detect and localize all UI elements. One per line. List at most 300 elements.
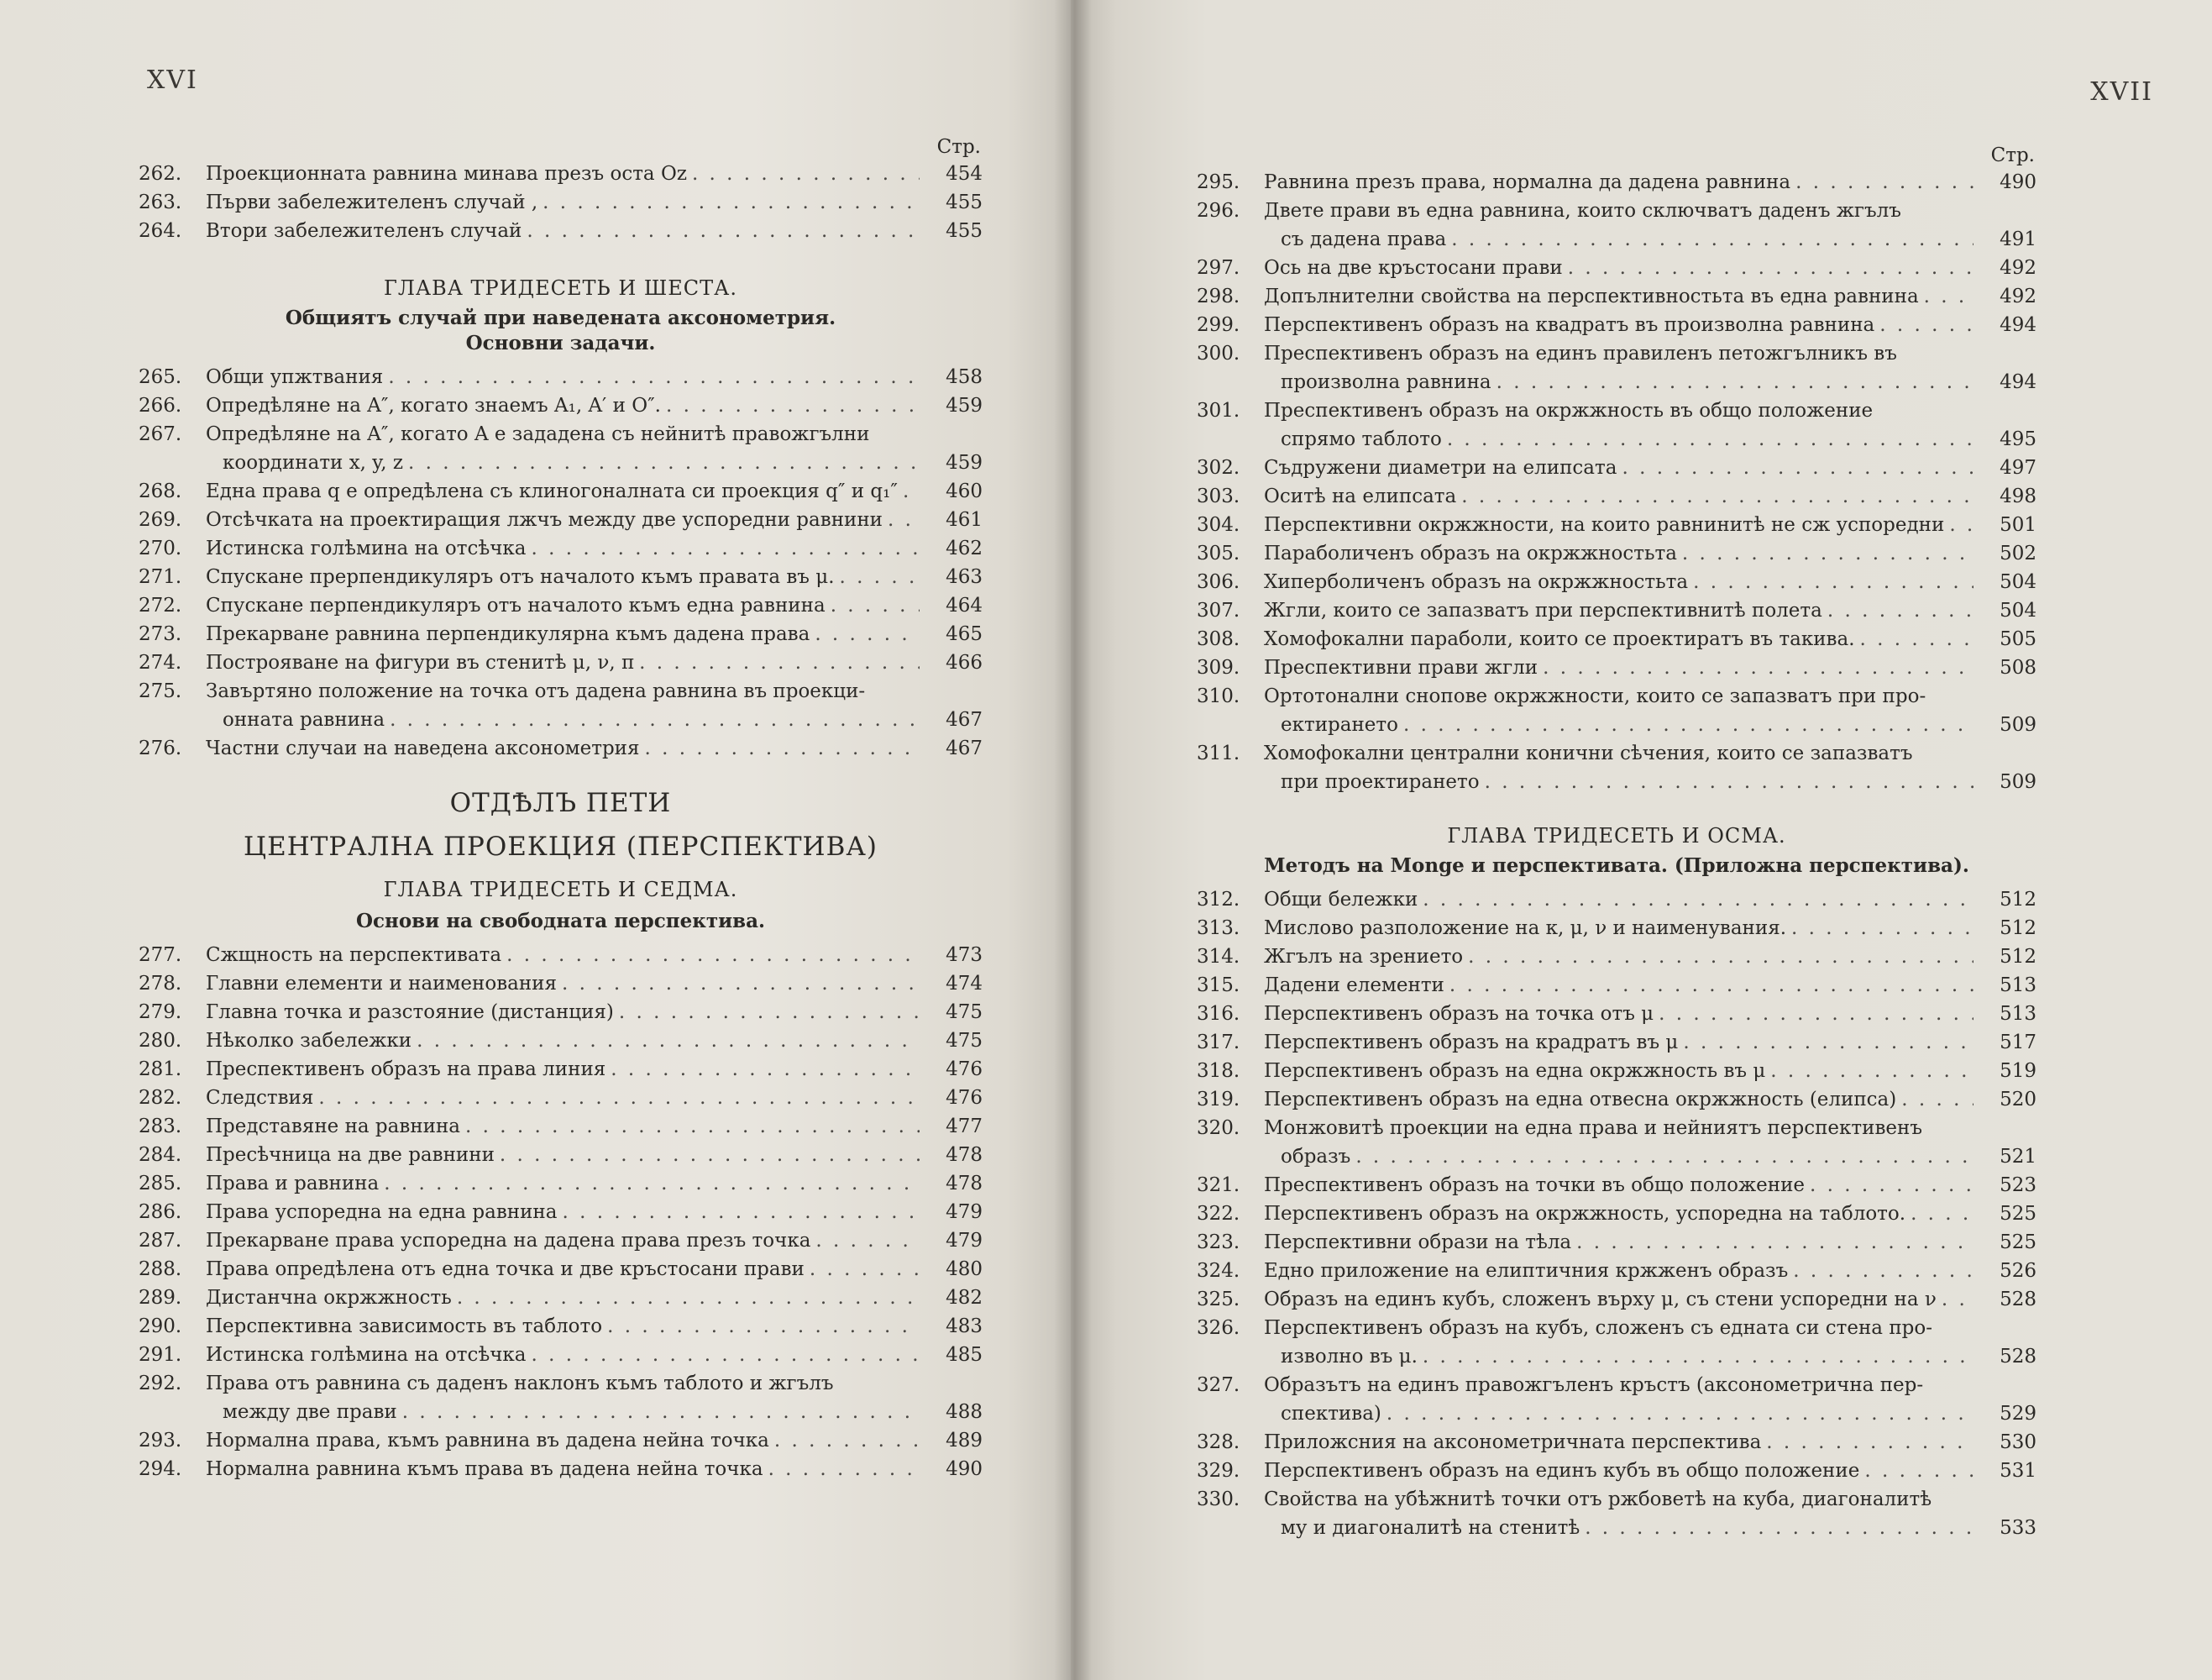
entry-page: 459 — [946, 452, 983, 474]
toc-entry — [139, 648, 983, 677]
entry-number: 316. — [1197, 1003, 1240, 1025]
toc-entry — [1197, 1228, 2036, 1257]
leader-dots — [532, 1341, 920, 1369]
leader-dots — [619, 998, 920, 1026]
toc-entry — [139, 534, 983, 563]
entry-number: 295. — [1197, 171, 1240, 193]
entry-page: 521 — [2000, 1146, 2036, 1168]
toc-entry — [139, 217, 983, 245]
toc-entry — [139, 477, 983, 506]
toc-entry — [1197, 454, 2036, 482]
entry-title-continued: спрямо таблото — [1281, 428, 1442, 450]
leader-dots — [388, 363, 920, 391]
toc-entry — [1197, 482, 2036, 511]
entry-number: 266. — [139, 395, 182, 417]
entry-number: 289. — [139, 1287, 182, 1309]
entry-number: 284. — [139, 1144, 182, 1166]
toc-entry — [1197, 511, 2036, 539]
entry-page: 504 — [2000, 600, 2036, 622]
entry-page: 482 — [946, 1287, 983, 1309]
entry-title: Перспективенъ образъ на кубъ, сложенъ съ едната си стена про- — [1264, 1317, 1932, 1339]
leader-dots — [1901, 1085, 1974, 1114]
entry-title: Едно приложение на елиптичния кржженъ образъ — [1264, 1260, 1789, 1282]
entry-number: 326. — [1197, 1317, 1240, 1339]
entry-title: Преспективенъ образъ на единъ правиленъ петожгълникъ въ — [1264, 343, 1897, 365]
entry-number: 303. — [1197, 486, 1240, 507]
chapter-heading: ГЛАВА ТРИДЕСЕТЬ И ШЕСТА. — [384, 276, 737, 300]
section-title: ЦЕНТРАЛНА ПРОЕКЦИЯ (ПЕРСПЕКТИВА) — [244, 832, 878, 862]
entry-page: 530 — [2000, 1431, 2036, 1453]
entry-number: 279. — [139, 1001, 182, 1023]
leader-dots — [1770, 1057, 1974, 1085]
entry-title: Дадени елементи — [1264, 974, 1444, 996]
entry-number: 270. — [139, 538, 182, 559]
entry-number: 319. — [1197, 1089, 1240, 1110]
toc-entry — [139, 563, 983, 591]
entry-page: 465 — [946, 623, 983, 645]
entry-title: Отсѣчката на проектиращия лжчъ между две успоредни равнини — [206, 509, 883, 531]
entry-title: Проекционната равнина минава презъ оста Oz — [206, 163, 687, 185]
leader-dots — [1810, 1171, 1974, 1200]
entry-title: Допълнителни свойства на перспективностьта въ една равнина — [1264, 286, 1919, 307]
entry-title: Хомофокални параболи, които се проектиратъ въ такива. — [1264, 628, 1855, 650]
entry-page: 508 — [2000, 657, 2036, 679]
entry-title: Мислово разположение на κ, μ, ν и наименувания. — [1264, 917, 1787, 939]
leader-dots — [1423, 885, 1974, 914]
chapter-heading: ГЛАВА ТРИДЕСЕТЬ И СЕДМА. — [383, 878, 738, 901]
leader-dots — [1827, 596, 1974, 625]
leader-dots — [1949, 511, 1974, 539]
entry-page: 525 — [2000, 1203, 2036, 1225]
entry-number: 299. — [1197, 314, 1240, 336]
entry-number: 298. — [1197, 286, 1240, 307]
entry-title: Равнина презъ права, нормална да дадена равнина — [1264, 171, 1791, 193]
toc-entry — [139, 1112, 983, 1141]
entry-number: 268. — [139, 480, 182, 502]
page-column-label: Стр. — [1990, 144, 2035, 166]
entry-title-continued: спектива) — [1281, 1403, 1381, 1425]
entry-title-continued: при проектирането — [1281, 771, 1480, 793]
entry-page: 513 — [2000, 1003, 2036, 1025]
entry-title: Параболиченъ образъ на окржжностьта — [1264, 543, 1677, 564]
entry-title: Перспективенъ образъ на окржжность, успоредна на таблото. — [1264, 1203, 1906, 1225]
toc-list — [1197, 168, 2036, 796]
toc-entry — [1197, 1028, 2036, 1057]
toc-entry — [139, 1084, 983, 1112]
leader-dots — [1659, 1000, 1974, 1028]
entry-number: 308. — [1197, 628, 1240, 650]
entry-title: Перспективни окржжности, на които равнинитѣ не сж успоредни — [1264, 514, 1945, 536]
toc-entry — [1197, 1485, 2036, 1542]
toc-entry — [1197, 625, 2036, 654]
entry-number: 274. — [139, 652, 182, 674]
leader-dots — [692, 160, 920, 188]
entry-page: 467 — [946, 709, 983, 731]
entry-page: 462 — [946, 538, 983, 559]
page-number: XVI — [147, 66, 198, 95]
entry-page: 476 — [946, 1058, 983, 1080]
entry-number: 311. — [1197, 743, 1240, 764]
entry-page: 528 — [2000, 1289, 2036, 1310]
leader-dots — [1924, 282, 1974, 311]
entry-page: 529 — [2000, 1403, 2036, 1425]
entry-page: 483 — [946, 1315, 983, 1337]
entry-number: 280. — [139, 1030, 182, 1052]
entry-page: 476 — [946, 1087, 983, 1109]
toc-entry — [139, 1455, 983, 1483]
chapter-subtitle: Основни задачи. — [465, 332, 656, 354]
toc-list — [139, 160, 983, 245]
chapter-subtitle: Основи на свободната перспектива. — [355, 910, 766, 932]
entry-page: 490 — [2000, 171, 2036, 193]
entry-title: Преспективенъ образъ на права линия — [206, 1058, 606, 1080]
leader-dots — [1683, 1028, 1974, 1057]
entry-number: 276. — [139, 738, 182, 759]
entry-number: 294. — [139, 1458, 182, 1480]
entry-number: 301. — [1197, 400, 1240, 422]
entry-number: 269. — [139, 509, 182, 531]
leader-dots — [1543, 654, 1974, 682]
toc-entry — [139, 160, 983, 188]
entry-number: 287. — [139, 1230, 182, 1252]
toc-entry — [139, 188, 983, 217]
leader-dots — [1911, 1200, 1974, 1228]
entry-page: 504 — [2000, 571, 2036, 593]
toc-entry — [139, 506, 983, 534]
leader-dots — [611, 1055, 920, 1084]
entry-title: Оситѣ на елипсата — [1264, 486, 1457, 507]
entry-title: Общи упжтвания — [206, 366, 384, 388]
leader-dots — [1622, 454, 1974, 482]
entry-title: Втори забележителенъ случай — [206, 220, 522, 242]
toc-entry — [1197, 942, 2036, 971]
entry-title-continued: изволно въ μ. — [1281, 1346, 1418, 1368]
entry-title: Образътъ на единъ правожгъленъ кръстъ (аксонометрична пер- — [1264, 1374, 1924, 1396]
entry-number: 293. — [139, 1430, 182, 1452]
entry-title: Спускане прерпендикуляръ отъ началото къмъ правата въ μ. — [206, 566, 835, 588]
leader-dots — [390, 706, 920, 734]
toc-entry — [1197, 1428, 2036, 1457]
entry-title: Перспективенъ образъ на една отвесна окржжность (елипса) — [1264, 1089, 1897, 1110]
leader-dots — [1766, 1428, 1974, 1457]
entry-page: 473 — [946, 944, 983, 966]
toc-list — [139, 941, 983, 1483]
entry-page: 480 — [946, 1258, 983, 1280]
toc-entry — [139, 591, 983, 620]
toc-entry — [139, 391, 983, 420]
entry-page: 488 — [946, 1401, 983, 1423]
leader-dots — [1451, 225, 1974, 254]
entry-number: 306. — [1197, 571, 1240, 593]
entry-number: 262. — [139, 163, 182, 185]
entry-number: 302. — [1197, 457, 1240, 479]
entry-title: Перспективенъ образъ на квадратъ въ произволна равнина — [1264, 314, 1875, 336]
toc-entry — [1197, 1085, 2036, 1114]
toc-entry — [1197, 1371, 2036, 1428]
entry-page: 523 — [2000, 1174, 2036, 1196]
entry-title: Първи забележителенъ случай , — [206, 192, 538, 213]
right-page — [1071, 0, 2212, 1680]
toc-entry — [1197, 282, 2036, 311]
entry-page: 495 — [2000, 428, 2036, 450]
entry-title: Права и равнина — [206, 1173, 380, 1194]
leader-dots — [562, 969, 920, 998]
toc-entry — [139, 1255, 983, 1284]
leader-dots — [1795, 168, 1974, 197]
entry-page: 531 — [2000, 1460, 2036, 1482]
entry-title: Пресѣчница на две равнини — [206, 1144, 495, 1166]
entry-page: 491 — [2000, 228, 2036, 250]
entry-title: Перспективенъ образъ на крадратъ въ μ — [1264, 1032, 1679, 1053]
entry-title: Двете прави въ една равнина, които сключватъ даденъ жгълъ — [1264, 200, 1901, 222]
entry-number: 304. — [1197, 514, 1240, 536]
section-heading: ОТДѢЛЪ ПЕТИ — [449, 788, 672, 818]
entry-number: 292. — [139, 1373, 182, 1394]
leader-dots — [1585, 1514, 1974, 1542]
entry-page: 463 — [946, 566, 983, 588]
entry-title-continued: му и диагоналитѣ на стенитѣ — [1281, 1517, 1580, 1539]
entry-number: 300. — [1197, 343, 1240, 365]
entry-page: 467 — [946, 738, 983, 759]
entry-number: 281. — [139, 1058, 182, 1080]
entry-title: Завъртяно положение на точка отъ дадена равнина въ проекци- — [206, 680, 866, 702]
toc-entry — [139, 1426, 983, 1455]
leader-dots — [1793, 1257, 1974, 1285]
toc-entry — [1197, 539, 2036, 568]
entry-title: Монжовитѣ проекции на една права и нейниятъ перспективенъ — [1264, 1117, 1922, 1139]
entry-title: Частни случаи на наведена аксонометрия — [206, 738, 640, 759]
entry-page: 466 — [946, 652, 983, 674]
toc-entry — [139, 998, 983, 1026]
entry-number: 291. — [139, 1344, 182, 1366]
entry-title: Прекарване права успоредна на дадена права презъ точка — [206, 1230, 811, 1252]
toc-list — [1197, 885, 2036, 1542]
entry-title: Съдружени диаметри на елипсата — [1264, 457, 1617, 479]
leader-dots — [1860, 625, 1974, 654]
leader-dots — [1403, 711, 1974, 739]
entry-number: 264. — [139, 220, 182, 242]
entry-title-continued: произволна равнина — [1281, 371, 1491, 393]
toc-entry — [1197, 914, 2036, 942]
entry-title: Хиперболиченъ образъ на окржжностьта — [1264, 571, 1689, 593]
leader-dots — [607, 1312, 920, 1341]
entry-page: 478 — [946, 1144, 983, 1166]
leader-dots — [1879, 311, 1974, 339]
toc-entry — [1197, 197, 2036, 254]
entry-page: 512 — [2000, 889, 2036, 911]
entry-title: Представяне на равнина — [206, 1116, 461, 1137]
entry-page: 455 — [946, 220, 983, 242]
entry-page: 459 — [946, 395, 983, 417]
toc-entry — [139, 734, 983, 763]
toc-entry — [1197, 311, 2036, 339]
entry-page: 460 — [946, 480, 983, 502]
entry-title: Перспективенъ образъ на точка отъ μ — [1264, 1003, 1654, 1025]
entry-number: 271. — [139, 566, 182, 588]
entry-page: 513 — [2000, 974, 2036, 996]
leader-dots — [1791, 914, 1974, 942]
leader-dots — [815, 620, 920, 648]
entry-title: Права опредѣлена отъ една точка и две кръстосани прави — [206, 1258, 805, 1280]
entry-number: 278. — [139, 973, 182, 995]
entry-page: 501 — [2000, 514, 2036, 536]
entry-number: 324. — [1197, 1260, 1240, 1282]
toc-entry — [1197, 254, 2036, 282]
toc-entry — [139, 1141, 983, 1169]
toc-entry — [1197, 1114, 2036, 1171]
entry-title: Главни елементи и наименования — [206, 973, 558, 995]
entry-number: 313. — [1197, 917, 1240, 939]
entry-page: 502 — [2000, 543, 2036, 564]
entry-page: 464 — [946, 595, 983, 617]
page-number: XVII — [2090, 77, 2153, 107]
toc-entry — [1197, 1000, 2036, 1028]
leader-dots — [840, 563, 920, 591]
leader-dots — [1942, 1285, 1974, 1314]
leader-dots — [888, 506, 920, 534]
entry-title: Преспективенъ образъ на точки въ общо положение — [1264, 1174, 1806, 1196]
leader-dots — [1447, 425, 1974, 454]
leader-dots — [1423, 1342, 1974, 1371]
entry-number: 323. — [1197, 1231, 1240, 1253]
entry-title: Ось на две кръстосани прави — [1264, 257, 1563, 279]
entry-title: Нормална права, къмъ равнина въ дадена нейна точка — [206, 1430, 769, 1452]
toc-entry — [1197, 339, 2036, 396]
toc-entry — [139, 969, 983, 998]
entry-page: 455 — [946, 192, 983, 213]
entry-title: Ортотонални снопове окржжности, които се запазватъ при про- — [1264, 685, 1926, 707]
leader-dots — [666, 391, 920, 420]
toc-column-left — [139, 134, 983, 1483]
entry-number: 265. — [139, 366, 182, 388]
entry-number: 328. — [1197, 1431, 1240, 1453]
leader-dots — [402, 1398, 920, 1426]
entry-title: Преспективни прави жгли — [1264, 657, 1538, 679]
leader-dots — [831, 591, 920, 620]
leader-dots — [903, 477, 920, 506]
toc-entry — [1197, 654, 2036, 682]
entry-title: Нѣколко забележки — [206, 1030, 412, 1052]
entry-number: 321. — [1197, 1174, 1240, 1196]
entry-number: 307. — [1197, 600, 1240, 622]
entry-title: Общи бележки — [1264, 889, 1418, 911]
entry-number: 263. — [139, 192, 182, 213]
leader-dots — [1355, 1142, 1974, 1171]
entry-title-continued: ектирането — [1281, 714, 1398, 736]
leader-dots — [810, 1255, 920, 1284]
entry-title: Спускане перпендикуляръ отъ началото къмъ една равнина — [206, 595, 826, 617]
leader-dots — [500, 1141, 920, 1169]
toc-entry — [139, 1369, 983, 1426]
entry-number: 327. — [1197, 1374, 1240, 1396]
entry-title-continued: координати x, y, z — [223, 452, 403, 474]
leader-dots — [1576, 1228, 1974, 1257]
entry-title: Свойства на убѣжнитѣ точки отъ ржбоветѣ на куба, диагоналитѣ — [1264, 1488, 1932, 1510]
entry-number: 297. — [1197, 257, 1240, 279]
toc-entry — [1197, 1200, 2036, 1228]
book-gutter — [1054, 0, 1092, 1680]
toc-entry — [139, 620, 983, 648]
entry-number: 305. — [1197, 543, 1240, 564]
toc-entry — [139, 420, 983, 477]
entry-number: 320. — [1197, 1117, 1240, 1139]
entry-page: 475 — [946, 1001, 983, 1023]
entry-number: 286. — [139, 1201, 182, 1223]
entry-number: 290. — [139, 1315, 182, 1337]
toc-entry — [1197, 568, 2036, 596]
entry-title: Жгълъ на зрението — [1264, 946, 1464, 968]
toc-entry — [139, 1284, 983, 1312]
entry-page: 512 — [2000, 946, 2036, 968]
entry-page: 461 — [946, 509, 983, 531]
entry-page: 512 — [2000, 917, 2036, 939]
entry-number: 285. — [139, 1173, 182, 1194]
entry-page: 494 — [2000, 314, 2036, 336]
toc-entry — [139, 1055, 983, 1084]
toc-entry — [1197, 1285, 2036, 1314]
entry-title: Перспективенъ образъ на една окржжность въ μ — [1264, 1060, 1766, 1082]
leader-dots — [506, 941, 920, 969]
toc-entry — [139, 677, 983, 734]
entry-page: 478 — [946, 1173, 983, 1194]
entry-number: 283. — [139, 1116, 182, 1137]
entry-number: 318. — [1197, 1060, 1240, 1082]
leader-dots — [1864, 1457, 1974, 1485]
toc-entry — [1197, 1457, 2036, 1485]
entry-number: 310. — [1197, 685, 1240, 707]
entry-number: 288. — [139, 1258, 182, 1280]
entry-page: 489 — [946, 1430, 983, 1452]
page-column-label: Стр. — [936, 136, 981, 158]
leader-dots — [417, 1026, 920, 1055]
entry-title: Главна точка и разстояние (дистанция) — [206, 1001, 614, 1023]
toc-entry — [1197, 971, 2036, 1000]
entry-number: 312. — [1197, 889, 1240, 911]
entry-page: 498 — [2000, 486, 2036, 507]
entry-title: Една права q е опредѣлена съ клиногоналната си проекция q″ и q₁″ — [206, 480, 898, 502]
leader-dots — [562, 1198, 920, 1226]
leader-dots — [768, 1455, 920, 1483]
leader-dots — [639, 648, 920, 677]
toc-entry — [1197, 596, 2036, 625]
entry-number: 272. — [139, 595, 182, 617]
entry-page: 519 — [2000, 1060, 2036, 1082]
toc-entry — [1197, 1257, 2036, 1285]
entry-title: Сжщность на перспективата — [206, 944, 502, 966]
toc-entry — [139, 1341, 983, 1369]
entry-number: 309. — [1197, 657, 1240, 679]
entry-page: 492 — [2000, 286, 2036, 307]
toc-entry — [1197, 885, 2036, 914]
toc-entry — [139, 941, 983, 969]
entry-page: 526 — [2000, 1260, 2036, 1282]
toc-entry — [1197, 739, 2036, 796]
toc-entry — [1197, 1171, 2036, 1200]
entry-page: 454 — [946, 163, 983, 185]
entry-number: 314. — [1197, 946, 1240, 968]
entry-title: Хомофокални централни конични сѣчения, които се запазватъ — [1264, 743, 1913, 764]
toc-list — [139, 363, 983, 763]
entry-page: 458 — [946, 366, 983, 388]
leader-dots — [815, 1226, 920, 1255]
entry-number: 325. — [1197, 1289, 1240, 1310]
entry-title: Дистанчна окржжность — [206, 1287, 452, 1309]
entry-title: Построяване на фигури въ стенитѣ μ, ν, π — [206, 652, 635, 674]
leader-dots — [1461, 482, 1974, 511]
entry-page: 494 — [2000, 371, 2036, 393]
toc-entry — [1197, 1314, 2036, 1371]
leader-dots — [1386, 1399, 1974, 1428]
